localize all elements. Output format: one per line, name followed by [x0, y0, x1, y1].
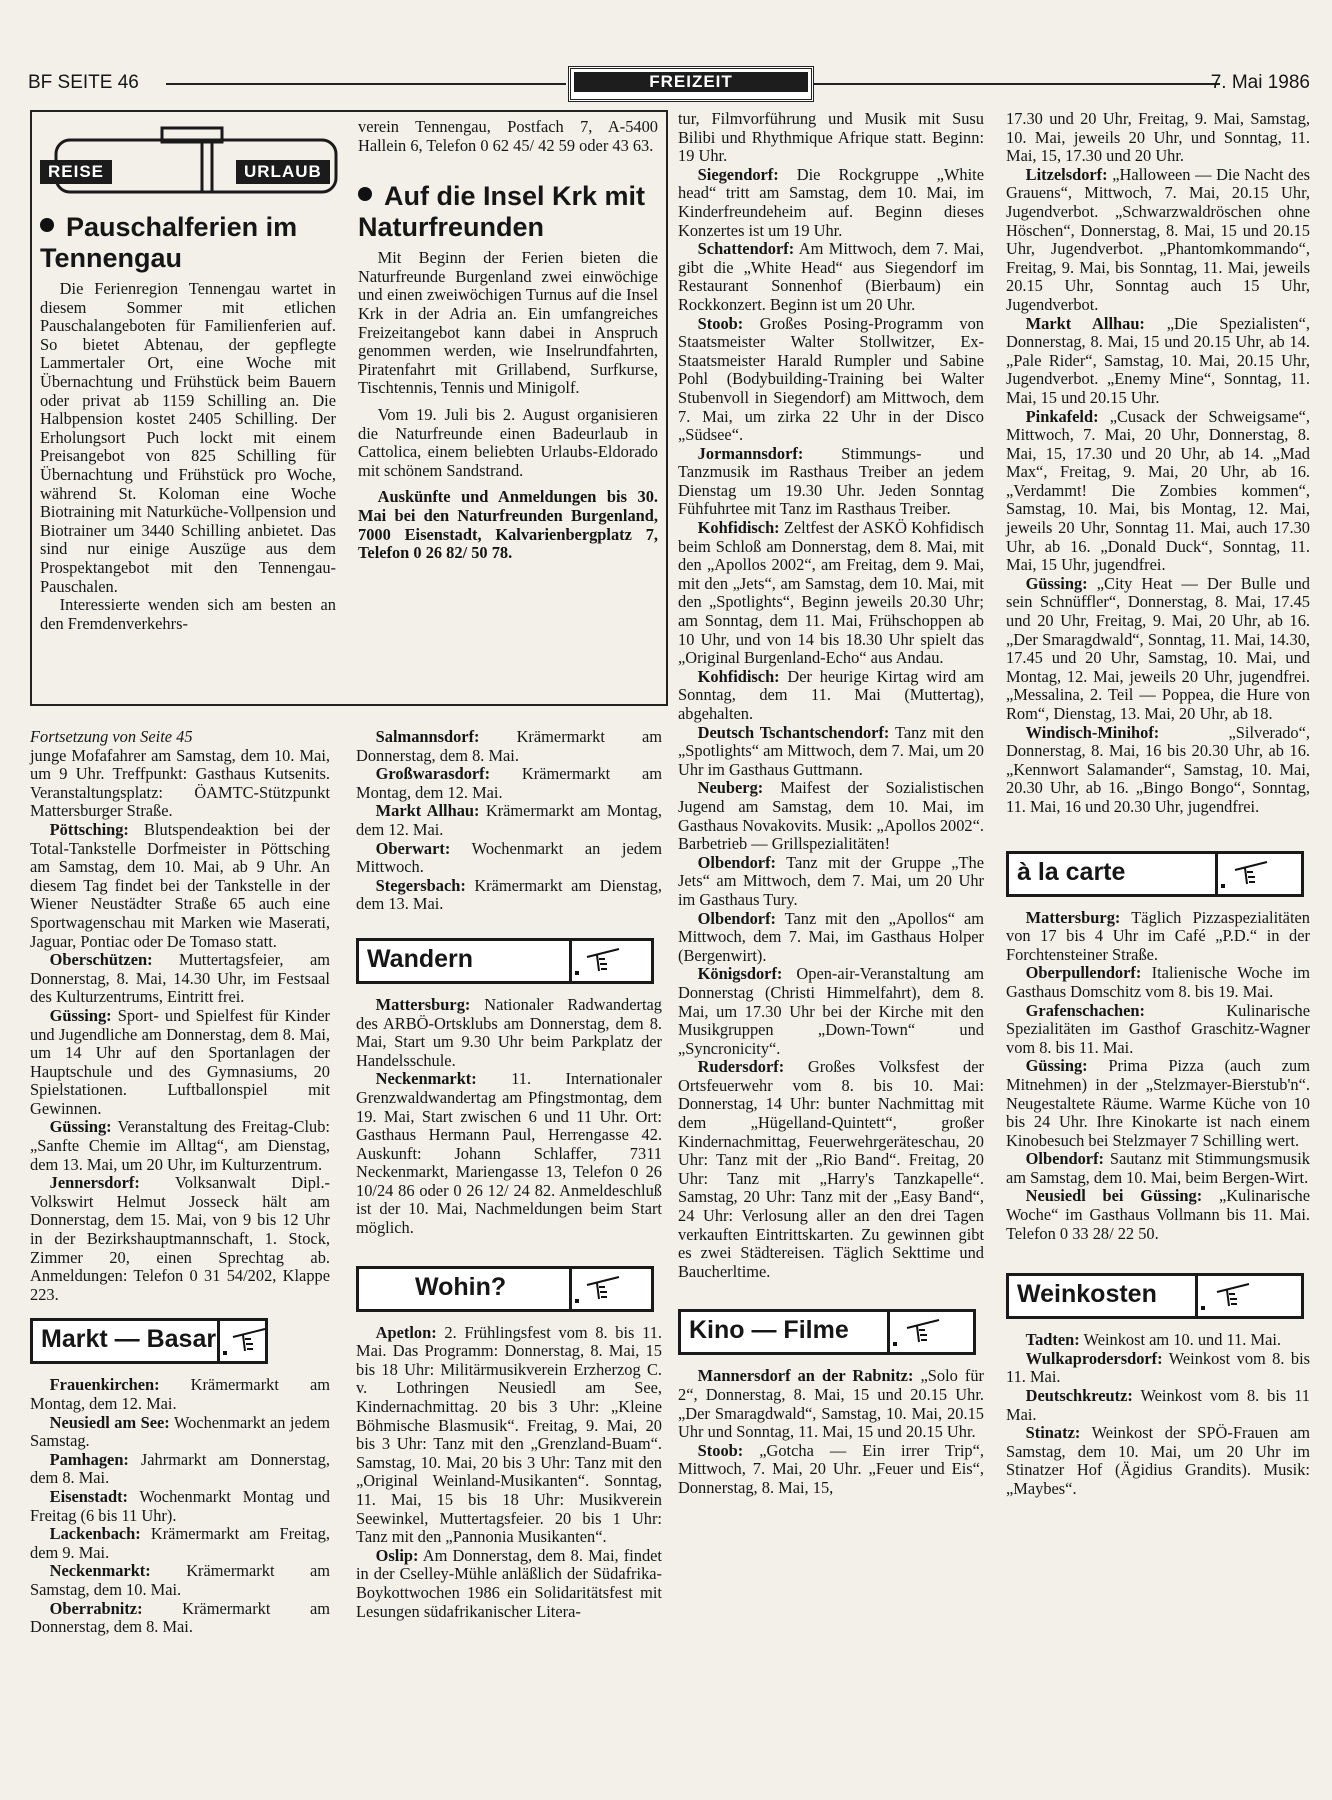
- pointing-hand-icon: [585, 1273, 625, 1301]
- list-item: Neckenmarkt: 11. Internationaler Grenzwaldwandertag am Pfingstmontag, dem 19. Mai, Start zwischen 6 und 11 Uhr. Ort: Gasthaus Hermann Paul, Herrengasse 42. Auskunft: Johann Schlaffer, 7311 Neckenmarkt, Mariengasse 13, Telefon 0 26 10/24 86 oder 0 26 12/ 24 82. Anmeldeschluß ist der 10. Mai, Nachmeldungen beim Start möglich.: [356, 1069, 662, 1238]
- list-item: Rudersdorf: Großes Volksfest der Ortsfeuerwehr vom 8. bis 10. Mai: Donnerstag, 14 Uhr: bunter Nachmittag mit dem „Hügelland-Quintett“, großer Kindernachmittag, Feuerwehrgeräteschau, 20 Uhr: Tanz mit der „Rio Band“. Freitag, 20 Uhr: Tanz mit „Harry's Tanzkapelle“. Samstag, 20 Uhr: Tanz mit der „Easy Band“, 24 Uhr: Verlosung aller an den drei Tagen verkauften Eintrittskarten. Zu gewinnen gibt es zwei Städtereisen. Täglich Sekttime und Baucherltime.: [678, 1057, 984, 1281]
- list-item: Olbendorf: Sautanz mit Stimmungsmusik am Samstag, dem 10. Mai, beim Bergen-Wirt.: [1006, 1149, 1310, 1187]
- list-item: Neusiedl bei Güssing: „Kulinarische Woche“ im Gasthaus Vollmann bis 11. Mai. Telefon 0 33 28/ 22 50.: [1006, 1186, 1310, 1243]
- pointing-hand-icon: [231, 1325, 271, 1353]
- list-item: Mattersburg: Täglich Pizzaspezialitäten von 17 bis 4 Uhr im Café „P.D.“ in der Forchtensteiner Straße.: [1006, 907, 1310, 964]
- travel-logo: [40, 118, 340, 200]
- list-item: junge Mofafahrer am Samstag, dem 10. Mai, um 9 Uhr. Treffpunkt: Gasthaus Kutsenits. Veranstaltungsplatz: ÖAMTC-Stützpunkt Mattersburger Straße.: [30, 745, 330, 821]
- list-item: Oberrabnitz: Krämermarkt am Donnerstag, dem 8. Mai.: [30, 1598, 330, 1637]
- section-title: FREIZEIT: [574, 72, 808, 92]
- page-number: BF SEITE 46: [28, 72, 139, 93]
- section-banner: [568, 66, 814, 102]
- travel-article-tennengau: [40, 118, 336, 633]
- list-item: Großwarasdorf: Krämermarkt am Montag, dem 12. Mai.: [356, 764, 662, 802]
- list-item: Frauenkirchen: Krämermarkt am Montag, dem 12. Mai.: [30, 1375, 330, 1413]
- section-heading-kino: Kino — Filme: [678, 1309, 976, 1355]
- logo-label-reise: REISE: [40, 160, 112, 184]
- section-heading-wandern: Wandern: [356, 938, 654, 984]
- section-heading-wohin: Wohin?: [356, 1266, 654, 1312]
- list-item: Olbendorf: Tanz mit den „Apollos“ am Mittwoch, dem 7. Mai, im Gasthaus Holper (Bergenwirt).: [678, 908, 984, 965]
- page-header: [28, 66, 1310, 102]
- header-rule-right: [814, 83, 1220, 85]
- section-heading-carte: à la carte: [1006, 851, 1304, 897]
- continued-note: Fortsetzung von Seite 45: [30, 727, 193, 746]
- article-paragraph: Vom 19. Juli bis 2. August organisieren die Naturfreunde einen Badeurlaub in Cattolica, einem beliebten Urlaubs-Eldorado mit schönem Sandstrand.: [358, 404, 658, 480]
- list-item: Güssing: Prima Pizza (auch zum Mitnehmen) in der „Stelzmayer-Bierstub'n“. Neugestaltete Räume. Warme Küche von 10 bis 24 Uhr. Ihre Kinokarte ist nach einem Kinobesuch bei Stelzmayer 7 Schilling wert.: [1006, 1056, 1310, 1150]
- list-item: Oslip: Am Donnerstag, dem 8. Mai, findet in der Cselley-Mühle anläßlich der Südafrika-Boykottwochen 1986 ein Solidaritätsfest mit Lesungen südafrikanischer Litera-: [356, 1545, 662, 1621]
- list-item: Markt Allhau: „Die Spezialisten“, Donnerstag, 8. Mai, 15 und 20.15 Uhr, ab 14. „Pale Rider“, Samstag, 10. Mai, 20.15 Uhr, Jugendverbot. „Enemy Mine“, Sonntag, 11. Mai, 15 und 20.15 Uhr.: [1006, 313, 1310, 407]
- issue-date: 7. Mai 1986: [1210, 72, 1310, 93]
- bullet-icon: [40, 218, 54, 232]
- list-item: Stegersbach: Krämermarkt am Dienstag, dem 13. Mai.: [356, 875, 662, 914]
- list-item: Oberpullendorf: Italienische Woche im Gasthaus Domschitz vom 8. bis 19. Mai.: [1006, 963, 1310, 1001]
- list-item: Kohfidisch: Zeltfest der ASKÖ Kohfidisch beim Schloß am Donnerstag, dem 8. Mai, mit den „Apollos 2002“, am Freitag, dem 9. Mai, mit den „Jets“, am Samstag, dem 10. Mai, mit den „Spotlights“, Beginn jeweils 20.30 Uhr; am Sonntag, dem 11. Mai, Frühschoppen ab 10 Uhr, und von 14 bis 18.30 Uhr spielt das „Original Burgenland-Echo“ aus Andau.: [678, 518, 984, 668]
- section-heading-weinkosten: Weinkosten: [1006, 1273, 1304, 1319]
- article-paragraph: verein Tennengau, Postfach 7, A-5400 Hallein 6, Telefon 0 62 45/ 42 59 oder 43 63.: [358, 117, 658, 155]
- pointing-hand-icon: [1233, 858, 1273, 886]
- list-item: Salmannsdorf: Krämermarkt am Donnerstag, dem 8. Mai.: [356, 727, 662, 765]
- list-item: Lackenbach: Krämermarkt am Freitag, dem 9. Mai.: [30, 1524, 330, 1562]
- section-heading-markt: Markt — Basar: [30, 1318, 268, 1364]
- list-item: Königsdorf: Open-air-Veranstaltung am Donnerstag (Christi Himmelfahrt), dem 8. Mai, um 17.30 Uhr bei der Kirche mit den Musikgruppen „Down-Town“ und „Syncronicity“.: [678, 964, 984, 1058]
- list-item: Stoob: Großes Posing-Programm von Staatsmeister Walter Stollwitzer, Ex-Staatsmeister Harald Rumpler und Sabine Pohl (Bodybuilding-Training bei Walter Stubenvoll in Siegendorf) am Mittwoch, dem 7. Mai, um zirka 22 Uhr in der Disco „Südsee“.: [678, 313, 984, 445]
- list-item: Neckenmarkt: Krämermarkt am Samstag, dem 10. Mai.: [30, 1561, 330, 1599]
- list-item: Litzelsdorf: „Halloween — Die Nacht des Grauens“, Mittwoch, 7. Mai, 20.15 Uhr, Jugendverbot. „Schwarzwaldröschen ohne Höschen“, Donnerstag, 8. Mai, 15 und 20.15 Uhr, Jugendverbot. „Phantomkommando“, Freitag, 9. Mai, bis Sonntag, 11. Mai, jeweils 20.15 Uhr, Sonntag auch 15 Uhr, Jugendverbot.: [1006, 164, 1310, 314]
- article-headline: Pauschalferien im Tennengau: [40, 212, 298, 273]
- list-item: Güssing: Veranstaltung des Freitag-Club: „Sanfte Chemie im Alltag“, am Dienstag, dem 13. Mai, um 20 Uhr, im Kulturzentrum.: [30, 1117, 330, 1174]
- column-1: [30, 728, 330, 1637]
- list-item: Markt Allhau: Krämermarkt am Montag, dem 12. Mai.: [356, 801, 662, 839]
- list-item: Stinatz: Weinkost der SPÖ-Frauen am Samstag, dem 10. Mai, um 20 Uhr im Stinatzer Hof (Ägidius Grandits). Musik: „Maybes“.: [1006, 1423, 1310, 1498]
- list-item: Güssing: „City Heat — Der Bulle und sein Schnüffler“, Donnerstag, 8. Mai, 17.45 und 20 Uhr, Freitag, 9. Mai, 20 Uhr, ab 16. „Der Smaragdwald“, Sonntag, 11. Mai, 14.30, 17.45 und 20 Uhr, Samstag, 10. Mai, und Montag, 12. Mai, jeweils 20 Uhr, jugendfrei. „Messalina, 2. Teil — Poppea, die Hure von Rom“, Dienstag, 13. Mai, 20 Uhr, ab 18.: [1006, 573, 1310, 723]
- list-item: Schattendorf: Am Mittwoch, dem 7. Mai, gibt die „White Head“ aus Siegendorf im Restaurant Sonnenhof (Bierbaum) ein Rockkonzert. Beginn ist um 20 Uhr.: [678, 239, 984, 314]
- list-item: Wulkaprodersdorf: Weinkost vom 8. bis 11. Mai.: [1006, 1348, 1311, 1387]
- list-item: Grafenschachen: Kulinarische Spezialitäten im Gasthof Graschitz-Wagner vom 8. bis 11. Mai.: [1006, 1000, 1310, 1057]
- header-rule-left: [166, 83, 566, 85]
- list-item: 17.30 und 20 Uhr, Freitag, 9. Mai, Samstag, 10. Mai, jeweils 20 Uhr, und Sonntag, 11. Mai, 15, 17.30 und 20 Uhr.: [1006, 109, 1310, 166]
- bullet-icon: [358, 187, 372, 201]
- pointing-hand-icon: [585, 945, 625, 973]
- list-item: tur, Filmvorführung und Musik mit Susu Bilibi und Rhythmique Afrique statt. Beginn: 19 Uhr.: [678, 109, 984, 166]
- article-paragraph: Interessierte wenden sich am besten an den Fremdenverkehrs-: [40, 595, 336, 633]
- list-item: Pöttsching: Blutspendeaktion bei der Total-Tankstelle Dorfmeister in Pöttsching am Samstag, dem 10. Mai, ab 9 Uhr. An diesem Tag findet bei der Tankstelle in der Wiener Neustädter Straße 65 auch eine Sportwagenschau mit Marken wie Maserati, Jaguar, Pontiac oder De Tomaso statt.: [30, 819, 330, 951]
- list-item: Mannersdorf an der Rabnitz: „Solo für 2“, Donnerstag, 8. Mai, 15 und 20.15 Uhr. „Der Smaragdwald“, Samstag, 10. Mai, 20.15 Uhr und Sonntag, 11. Mai, 15 und 20.15 Uhr.: [678, 1366, 984, 1442]
- list-item: Tadten: Weinkost am 10. und 11. Mai.: [1025, 1330, 1282, 1350]
- article-paragraph: Die Ferienregion Tennengau wartet in diesem Sommer mit etlichen Pauschalangeboten für Familienferien auf. So bietet Abtenau, der gepflegte Lammertaler Ort, eine Woche mit Übernachtung und Frühstück beim Bauern oder privat ab 1159 Schilling an. Die Halbpension kostet 2405 Schilling. Der Erholungsort Puch lockt mit einem Preisangebot von 825 Schilling für Übernachtung und Frühstück pro Woche, während St. Koloman eine Woche Biotraining mit Naturküche-Vollpension und Biotrainer um 3440 Schilling anbietet. Das sind nur einige Auszüge aus dem Prospektangebot mit den Tennengau-Pauschalen.: [40, 279, 336, 596]
- column-4: [1006, 110, 1310, 1499]
- column-3: [678, 110, 984, 1498]
- list-item: Pamhagen: Jahrmarkt am Donnerstag, dem 8. Mai.: [30, 1449, 330, 1488]
- logo-label-urlaub: URLAUB: [236, 160, 330, 184]
- list-item: Güssing: Sport- und Spielfest für Kinder und Jugendliche am Donnerstag, dem 8. Mai, um 14 Uhr auf den Sportanlagen der Hauptschule und des Gymnasiums, 20 Spielstationen. Luftballonspiel mit Gewinnen.: [30, 1005, 330, 1118]
- pointing-hand-icon: [905, 1316, 945, 1344]
- list-item: Jormannsdorf: Stimmungs- und Tanzmusik im Rasthaus Treiber an jedem Dienstag um 19.30 Uhr. Jeden Sonntag Fühfuhrtee mit Tanz im Rasthaus Treiber.: [678, 443, 984, 519]
- column-2: [356, 728, 662, 1621]
- article-headline: Auf die Insel Krk mit Naturfreunden: [358, 181, 646, 243]
- list-item: Siegendorf: Die Rockgruppe „White head“ tritt am Samstag, dem 10. Mai, im Kinderfreundeheim auf. Beginn dieses Konzertes ist um 19 Uhr.: [678, 164, 984, 240]
- list-item: Pinkafeld: „Cusack der Schweigsame“, Mittwoch, 7. Mai, 20 Uhr, Donnerstag, 8. Mai, 15, 17.30 und 20 Uhr, ab 14. „Mad Max“, Freitag, 9. Mai, 20 Uhr, ab 16. „Verdammt! Die Zombies kommen“, Samstag, 10. Mai, bis Montag, 12. Mai, jeweils 20 Uhr, Sonntag 11. Mai, auch 17.30 Uhr, ab 16. „Donald Duck“, Sonntag, 11. Mai, 15 Uhr, jugendfrei.: [1006, 406, 1310, 575]
- list-item: Kohfidisch: Der heurige Kirtag wird am Sonntag, dem 11. Mai (Muttertag), abgehalten.: [678, 666, 984, 723]
- list-item: Apetlon: 2. Frühlingsfest vom 8. bis 11. Mai. Das Programm: Donnerstag, 8. Mai, 15 bis 18 Uhr: Militärmusikverein Erzherzog C. v. Lothringen Neusiedl am See, Kindernachmittag. 20 bis 3 Uhr: „Kleine Böhmische Blasmusik“. Freitag, 9. Mai, 20 bis 3 Uhr: Tanz mit den „Grenzland-Buam“. Samstag, 10. Mai, 20 bis 3 Uhr: Tanz mit den „Original Weinland-Musikanten“. Sonntag, 11. Mai, 15 bis 18 Uhr: Musikverein Seewinkel, Muttertagsfeier. 20 bis 1 Uhr: Tanz mit den „Pannonia Musikanten“.: [356, 1322, 662, 1547]
- list-item: Neusiedl am See: Wochenmarkt an jedem Samstag.: [30, 1412, 330, 1451]
- list-item: Stoob: „Gotcha — Ein irrer Trip“, Mittwoch, 7. Mai, 20 Uhr. „Feuer und Eis“, Donnerstag, 8. Mai, 15,: [678, 1440, 984, 1497]
- list-item: Neuberg: Maifest der Sozialistischen Jugend am Samstag, dem 10. Mai, im Gasthaus Novakovits. Musik: „Apollos 2002“. Barbetrieb — Grillspezialitäten!: [678, 778, 984, 854]
- list-item: Jennersdorf: Volksanwalt Dipl.-Volkswirt Helmut Josseck hält am Donnerstag, dem 15. Mai, von 9 bis 12 Uhr in der Bezirkshauptmannschaft, 1. Stock, Zimmer 20, einen Sprechtag ab. Anmeldungen: Telefon 0 31 54/202, Klappe 223.: [30, 1173, 330, 1304]
- list-item: Windisch-Minihof: „Silverado“, Donnerstag, 8. Mai, 16 bis 20.30 Uhr, ab 16. „Kennwort Salamander“, Samstag, 10. Mai, 20.30 Uhr, ab 16. „Bingo Bongo“, Sonntag, 11. Mai, 16 und 20.30 Uhr, jugendfrei.: [1006, 722, 1310, 816]
- article-paragraph-contact: Auskünfte und Anmeldungen bis 30. Mai bei den Naturfreunden Burgenland, 7000 Eisenstadt, Kalvarienbergplatz 7, Telefon 0 26 82/ 50 78.: [358, 487, 658, 563]
- list-item: Olbendorf: Tanz mit der Gruppe „The Jets“ am Mittwoch, dem 7. Mai, um 20 Uhr im Gasthaus Tury.: [678, 852, 984, 909]
- list-item: Mattersburg: Nationaler Radwandertag des ARBÖ-Ortsklubs am Donnerstag, dem 8. Mai, Start um 9.30 Uhr beim Parkplatz der Handelsschule.: [356, 994, 662, 1070]
- list-item: Deutschkreutz: Weinkost vom 8. bis 11 Mai.: [1006, 1386, 1310, 1424]
- list-item: Oberwart: Wochenmarkt an jedem Mittwoch.: [356, 838, 662, 877]
- list-item: Oberschützen: Muttertagsfeier, am Donnerstag, 8. Mai, 14.30 Uhr, im Festsaal des Kulturzentrums, Eintritt frei.: [30, 950, 330, 1007]
- list-item: Deutsch Tschantschendorf: Tanz mit den „Spotlights“ am Mittwoch, dem 7. Mai, um 20 Uhr im Gasthaus Guttmann.: [678, 722, 984, 779]
- article-paragraph: Mit Beginn der Ferien bieten die Naturfreunde Burgenland zwei einwöchige und einen zweiwöchigen Turnus auf die Insel Krk in der Adria an. Ein umfangreiches Freizeitangebot kann dabei in Anspruch genommen werden, wie Inselrundfahrten, Piratenfahrt mit Grillabend, Surfkurse, Tischtennis, Tennis und Minigolf.: [358, 248, 658, 398]
- pointing-hand-icon: [1215, 1280, 1255, 1308]
- list-item: Eisenstadt: Wochenmarkt Montag und Freitag (6 bis 11 Uhr).: [30, 1486, 330, 1525]
- travel-article-krk: [358, 118, 658, 563]
